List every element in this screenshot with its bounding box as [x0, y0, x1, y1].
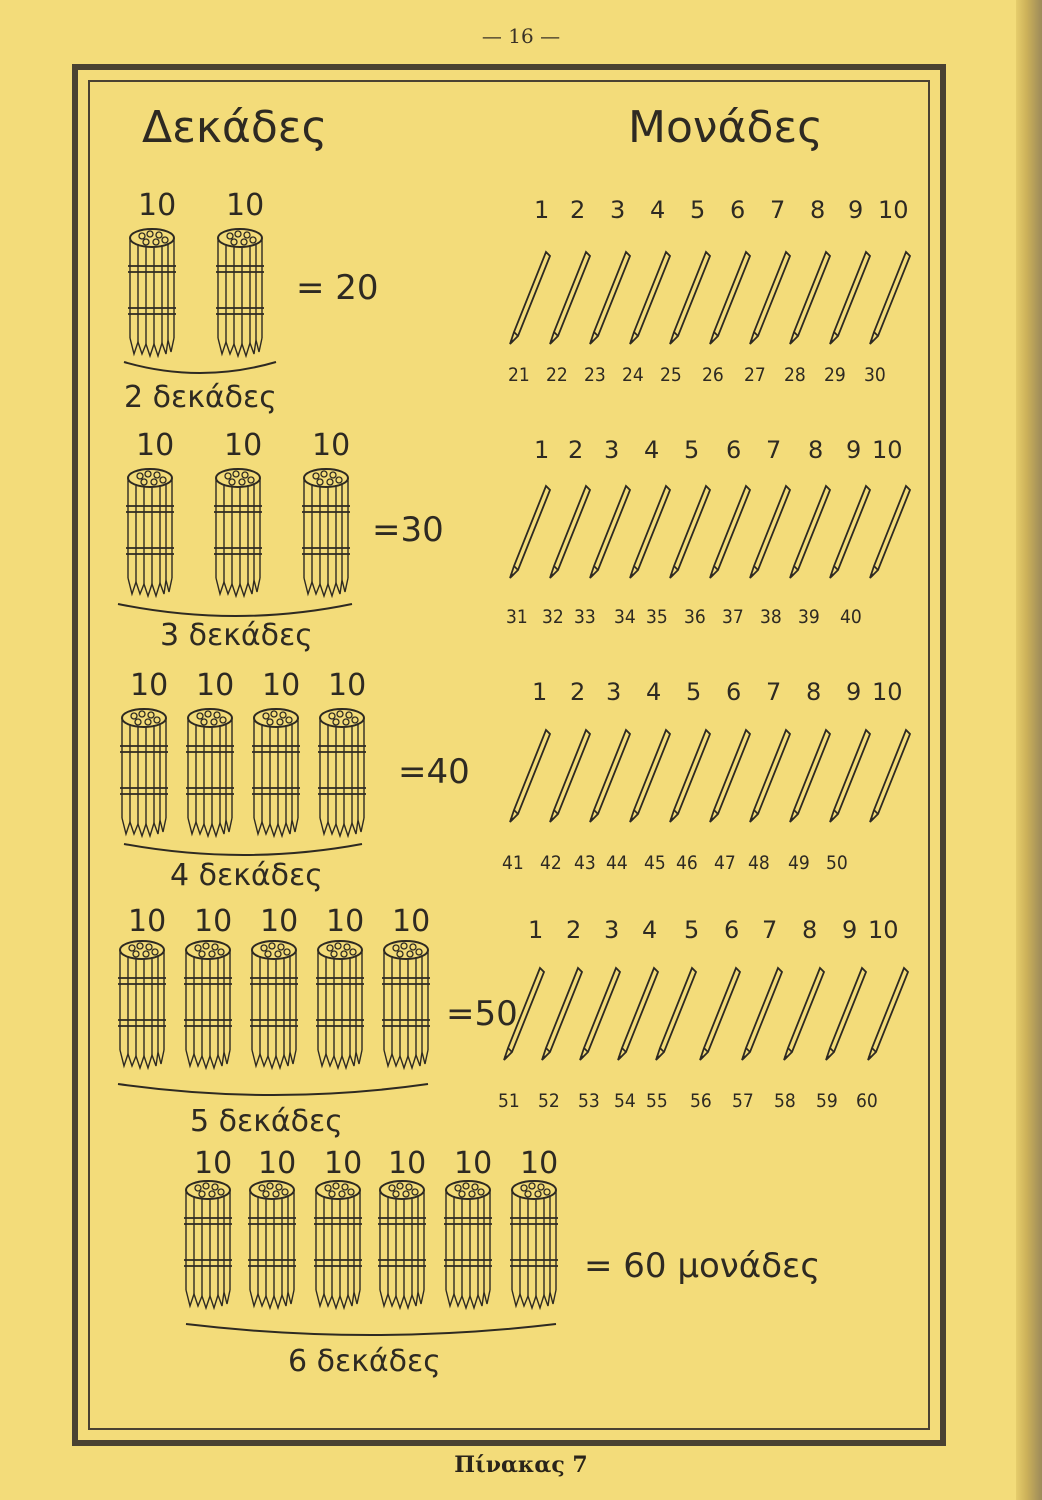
unit-number: 3 — [604, 916, 620, 944]
tens-row-4-bundles — [118, 941, 430, 1068]
tens-count-caption: 6 δεκάδες — [288, 1344, 441, 1379]
unit-number: 4 — [642, 916, 658, 944]
tens-row-2-bundles — [126, 469, 350, 596]
unit-total-number: 29 — [824, 364, 846, 386]
unit-total-number: 21 — [508, 364, 530, 386]
unit-number: 5 — [684, 436, 700, 464]
unit-number: 7 — [770, 196, 786, 224]
tens-label: 10 — [128, 904, 167, 939]
unit-total-number: 25 — [660, 364, 682, 386]
equals-total: =40 — [398, 752, 470, 792]
tens-label: 10 — [454, 1146, 493, 1181]
unit-number: 4 — [644, 436, 660, 464]
brace-row-3 — [124, 844, 362, 855]
unit-number: 7 — [762, 916, 778, 944]
unit-total-number: 47 — [714, 852, 736, 874]
unit-total-number: 44 — [606, 852, 628, 874]
tens-label: 10 — [130, 668, 169, 703]
tens-row-1-bundles — [128, 229, 264, 356]
unit-total-number: 37 — [722, 606, 744, 628]
unit-total-number: 26 — [702, 364, 724, 386]
heading-tens: Δεκάδες — [142, 102, 328, 153]
unit-total-number: 53 — [578, 1090, 600, 1112]
tens-count-caption: 4 δεκάδες — [170, 858, 323, 893]
tens-label: 10 — [262, 668, 301, 703]
unit-total-number: 52 — [538, 1090, 560, 1112]
unit-number: 3 — [604, 436, 620, 464]
unit-number: 6 — [730, 196, 746, 224]
unit-number: 3 — [606, 678, 622, 706]
unit-total-number: 49 — [788, 852, 810, 874]
unit-total-number: 48 — [748, 852, 770, 874]
unit-number: 1 — [534, 436, 550, 464]
unit-total-number: 32 — [542, 606, 564, 628]
tens-label: 10 — [520, 1146, 559, 1181]
unit-number: 8 — [810, 196, 826, 224]
unit-number: 8 — [806, 678, 822, 706]
unit-number: 9 — [842, 916, 858, 944]
unit-number: 2 — [566, 916, 582, 944]
unit-number: 5 — [684, 916, 700, 944]
unit-number: 2 — [570, 678, 586, 706]
unit-number: 5 — [686, 678, 702, 706]
tens-label: 10 — [324, 1146, 363, 1181]
tens-row-5-bundles — [184, 1181, 558, 1308]
unit-number: 6 — [724, 916, 740, 944]
tens-label: 10 — [312, 428, 351, 463]
unit-number: 9 — [846, 436, 862, 464]
tens-label: 10 — [224, 428, 263, 463]
brace-row-2 — [118, 604, 352, 616]
unit-number: 10 — [878, 196, 909, 224]
unit-number: 8 — [808, 436, 824, 464]
unit-number: 4 — [650, 196, 666, 224]
tens-count-caption: 3 δεκάδες — [160, 618, 313, 653]
unit-total-number: 56 — [690, 1090, 712, 1112]
unit-total-number: 22 — [546, 364, 568, 386]
unit-total-number: 39 — [798, 606, 820, 628]
equals-total: =30 — [372, 510, 444, 550]
tens-row-3-bundles — [120, 709, 366, 836]
tens-label: 10 — [136, 428, 175, 463]
page-number: — 16 — — [481, 24, 561, 48]
unit-total-number: 57 — [732, 1090, 754, 1112]
pencils-row-4 — [504, 968, 908, 1060]
tens-label: 10 — [194, 904, 233, 939]
tens-label: 10 — [328, 668, 367, 703]
unit-number: 1 — [532, 678, 548, 706]
unit-number: 1 — [528, 916, 544, 944]
unit-number: 7 — [766, 436, 782, 464]
unit-number: 2 — [570, 196, 586, 224]
brace-row-4 — [118, 1084, 428, 1095]
unit-total-number: 27 — [744, 364, 766, 386]
unit-total-number: 33 — [574, 606, 596, 628]
unit-total-number: 41 — [502, 852, 524, 874]
unit-number: 9 — [848, 196, 864, 224]
pencils-row-2 — [510, 486, 910, 578]
tens-label: 10 — [326, 904, 365, 939]
table-caption: Πίνακας 7 — [454, 1452, 588, 1478]
unit-number: 9 — [846, 678, 862, 706]
pencils-row-1 — [510, 252, 910, 344]
unit-number: 7 — [766, 678, 782, 706]
unit-number: 10 — [868, 916, 899, 944]
brace-row-1 — [124, 362, 276, 373]
unit-total-number: 60 — [856, 1090, 878, 1112]
unit-total-number: 46 — [676, 852, 698, 874]
unit-number: 10 — [872, 436, 903, 464]
unit-total-number: 40 — [840, 606, 862, 628]
tens-count-caption: 2 δεκάδες — [124, 380, 277, 415]
tens-label: 10 — [392, 904, 431, 939]
unit-total-number: 43 — [574, 852, 596, 874]
unit-total-number: 55 — [646, 1090, 668, 1112]
unit-total-number: 50 — [826, 852, 848, 874]
tens-label: 10 — [196, 668, 235, 703]
heading-units: Μονάδες — [628, 102, 823, 153]
tens-count-caption: 5 δεκάδες — [190, 1104, 343, 1139]
unit-total-number: 51 — [498, 1090, 520, 1112]
unit-number: 6 — [726, 678, 742, 706]
unit-number: 4 — [646, 678, 662, 706]
unit-total-number: 30 — [864, 364, 886, 386]
unit-total-number: 28 — [784, 364, 806, 386]
unit-number: 5 — [690, 196, 706, 224]
tens-label: 10 — [226, 188, 265, 223]
equals-total: =50 — [446, 994, 518, 1034]
unit-total-number: 54 — [614, 1090, 636, 1112]
pencils-row-3 — [510, 730, 910, 822]
unit-total-number: 36 — [684, 606, 706, 628]
tens-label: 10 — [258, 1146, 297, 1181]
equals-total: = 20 — [296, 268, 379, 308]
unit-number: 8 — [802, 916, 818, 944]
unit-total-number: 58 — [774, 1090, 796, 1112]
unit-total-number: 24 — [622, 364, 644, 386]
tens-label: 10 — [194, 1146, 233, 1181]
unit-total-number: 38 — [760, 606, 782, 628]
unit-total-number: 31 — [506, 606, 528, 628]
unit-number: 1 — [534, 196, 550, 224]
brace-row-5 — [186, 1324, 556, 1335]
unit-number: 6 — [726, 436, 742, 464]
unit-total-number: 35 — [646, 606, 668, 628]
unit-number: 3 — [610, 196, 626, 224]
unit-total-number: 59 — [816, 1090, 838, 1112]
unit-total-number: 34 — [614, 606, 636, 628]
tens-label: 10 — [260, 904, 299, 939]
unit-total-number: 23 — [584, 364, 606, 386]
equals-total: = 60 μονάδες — [584, 1246, 821, 1286]
unit-number: 10 — [872, 678, 903, 706]
unit-number: 2 — [568, 436, 584, 464]
unit-total-number: 42 — [540, 852, 562, 874]
tens-label: 10 — [138, 188, 177, 223]
unit-total-number: 45 — [644, 852, 666, 874]
tens-label: 10 — [388, 1146, 427, 1181]
